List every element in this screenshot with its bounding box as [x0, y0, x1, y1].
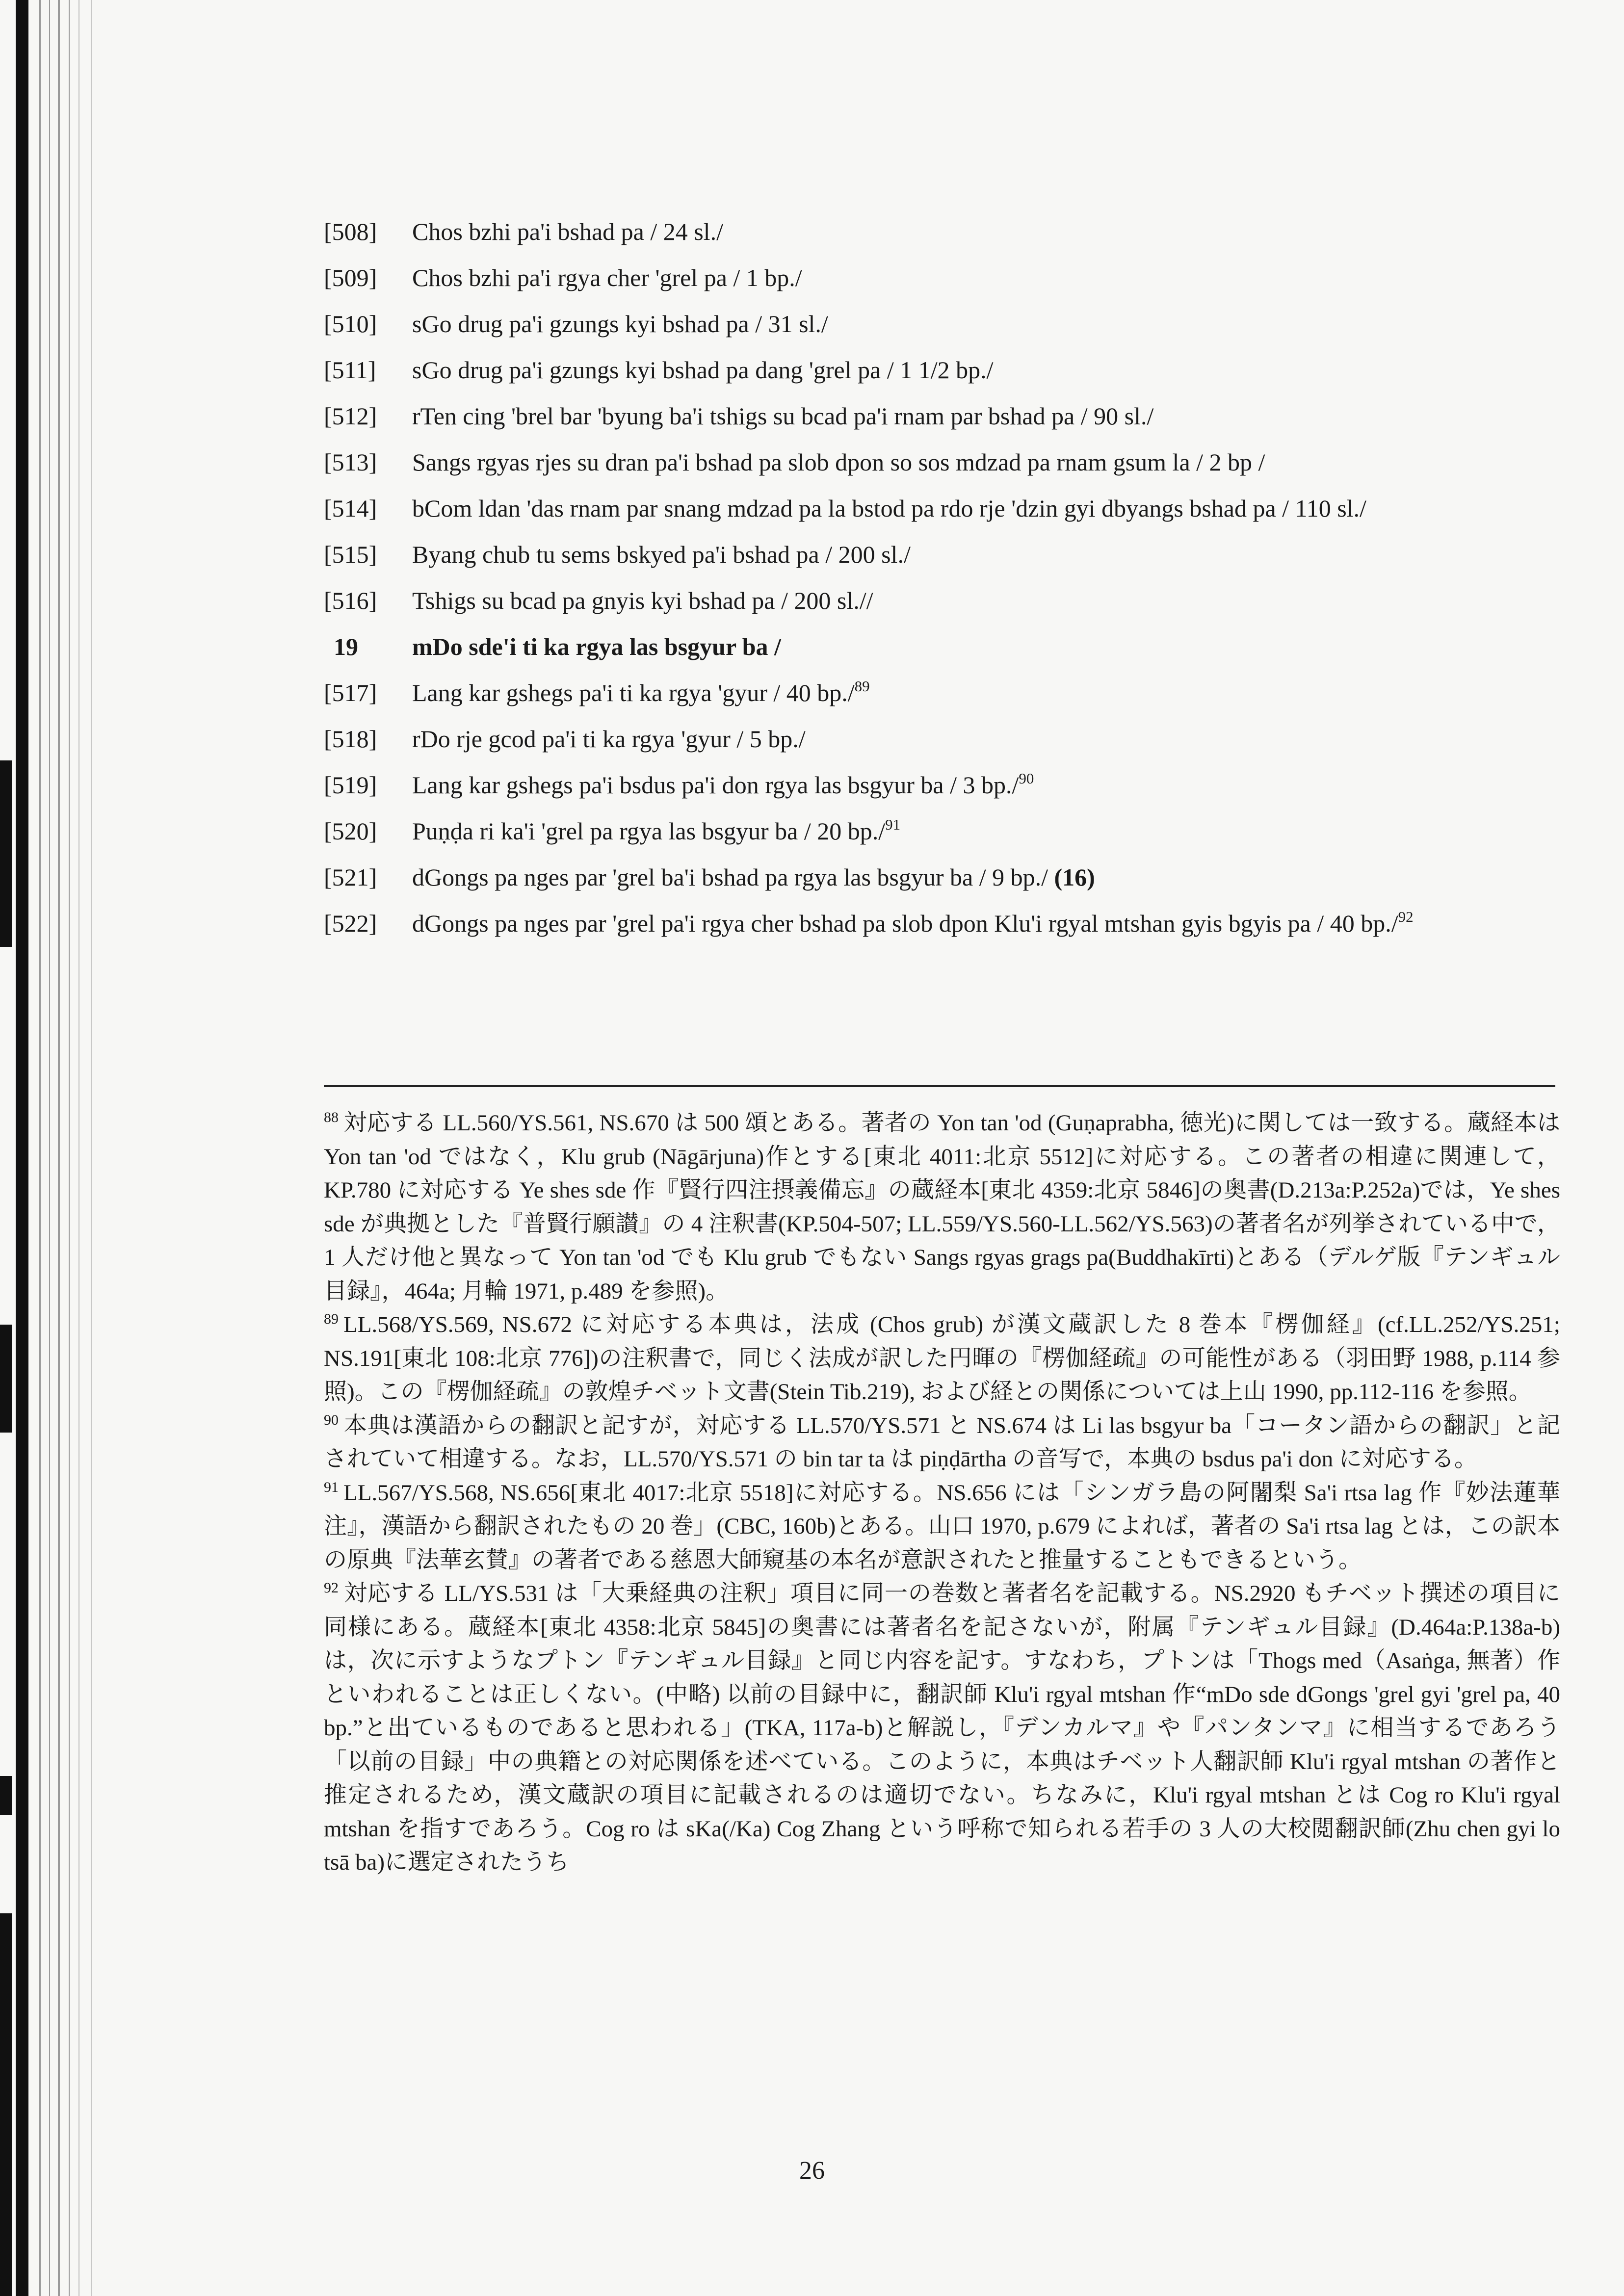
entry-509 [324, 255, 1580, 301]
entry-number: [519] [324, 771, 377, 799]
entry-number: [509] [324, 264, 377, 291]
footnote-ref: 89 [854, 678, 870, 695]
entry-515 [324, 531, 1580, 577]
scan-bar [0, 1776, 12, 1815]
footnote-ref: 92 [1398, 908, 1414, 925]
footnote-number: 92 [324, 1580, 339, 1596]
entry-number: [512] [324, 402, 377, 430]
entry-number: [508] [324, 218, 377, 245]
entry-title: dGongs pa nges par 'grel ba'i bshad pa rgya las bsgyur ba / 9 bp./ [412, 863, 1054, 891]
entry-title: bCom ldan 'das rnam par snang mdzad pa la bstod pa rdo rje 'dzin gyi dbyangs bshad pa / 110 sl./ [412, 495, 1366, 522]
entry-511 [324, 347, 1580, 393]
entry-513 [324, 439, 1580, 485]
footnote-text: 本典は漢語からの翻訳と記すが，対応する LL.570/YS.571 と NS.674 は Li las bsgyur ba「コータン語からの翻訳」と記されていて相違する。なお，LL.570/YS.571 の bin tar ta は piṇḍārtha の音写で，本典の bsdus pa'i don に対応する。 [324, 1412, 1560, 1472]
entry-516 [324, 577, 1580, 624]
entry-521 [324, 854, 1580, 900]
footnote-92 [324, 1577, 1560, 1879]
catalog-entries [324, 209, 1580, 946]
entry-number: [522] [324, 910, 377, 937]
entry-510 [324, 301, 1580, 347]
entry-number: [513] [324, 448, 377, 476]
entry-number: [520] [324, 817, 377, 845]
scan-line [49, 0, 50, 2296]
footnote-90 [324, 1409, 1560, 1476]
page-number: 26 [799, 2157, 825, 2185]
entry-number: [518] [324, 725, 377, 753]
entry-title: Tshigs su bcad pa gnyis kyi bshad pa / 200 sl.// [412, 587, 873, 614]
scan-line [91, 0, 92, 2296]
entry-title: Byang chub tu sems bskyed pa'i bshad pa / 200 sl./ [412, 541, 911, 568]
scan-line [58, 0, 60, 2296]
scan-line [69, 0, 70, 2296]
entry-title: Lang kar gshegs pa'i ti ka rgya 'gyur / 40 bp./ [412, 679, 855, 706]
entry-title: Puṇḍa ri ka'i 'grel pa rgya las bsgyur ba / 20 bp./ [412, 817, 886, 845]
entry-519 [324, 762, 1580, 808]
entry-518 [324, 716, 1580, 762]
entry-title: Lang kar gshegs pa'i bsdus pa'i don rgya las bsgyur ba / 3 bp./ [412, 771, 1019, 799]
scan-line [39, 0, 41, 2296]
entry-number: [511] [324, 356, 376, 384]
footnote-number: 91 [324, 1479, 339, 1495]
footnote-text: LL.568/YS.569, NS.672 に対応する本典は，法成 (Chos grub) が漢文蔵訳した 8 巻本『楞伽経』(cf.LL.252/YS.251; NS.191[東北 108:北京 776])の注釈書で，同じく法成が訳した円暉の『楞伽経疏』の可能性がある（羽田野 1988, p.114 参照)。この『楞伽経疏』の敦煌チベット文書(Stein Tib.219), および経との関係については上山 1990, pp.112-116 を参照。 [324, 1312, 1560, 1405]
entry-number: [514] [324, 495, 377, 522]
entry-number: [517] [324, 679, 377, 706]
entry-title: Chos bzhi pa'i rgya cher 'grel pa / 1 bp./ [412, 264, 802, 291]
footnote-ref: 91 [885, 816, 901, 833]
footnotes [324, 1106, 1560, 1879]
footnote-text: 対応する LL/YS.531 は「大乗経典の注釈」項目に同一の巻数と著者名を記載する。NS.2920 もチベット撰述の項目に同様にある。蔵経本[東北 4358:北京 5845]の奥書には著者名を記さないが，附属『テンギュル目録』(D.464a:P.138a-b)は，次に示すようなプトン『テンギュル目録』と同じ内容を記す。すなわち，プトンは「Thogs med（Asaṅga, 無著）作といわれることは正しくない。(中略) 以前の目録中に，翻訳師 Klu'i rgyal mtshan 作“mDo sde dGongs 'grel gyi 'grel pa, 40 bp.”と出ているものであると思われる」(TKA, 117a-b)と解説し，『デンカルマ』や『パンタンマ』に相当するであろう「以前の目録」中の典籍との対応関係を述べている。このように，本典はチベット人翻訳師 Klu'i rgyal mtshan の著作と推定されるため，漢文蔵訳の項目に記載されるのは適切でない。ちなみに，Klu'i rgyal mtshan とは Cog ro Klu'i rgyal mtshan を指すであろう。Cog ro は sKa(/Ka) Cog Zhang という呼称で知られる若手の 3 人の大校閲翻訳師(Zhu chen gyi lo tsā ba)に選定されたうち [324, 1581, 1560, 1875]
entry-title: Chos bzhi pa'i bshad pa / 24 sl./ [412, 218, 723, 245]
section-number: 19 [334, 633, 358, 660]
page-marker: (16) [1054, 863, 1095, 891]
footnote-91 [324, 1476, 1560, 1577]
footnote-number: 88 [324, 1109, 339, 1125]
footnote-89 [324, 1308, 1560, 1409]
entry-title: rDo rje gcod pa'i ti ka rgya 'gyur / 5 bp./ [412, 725, 806, 753]
entry-508 [324, 209, 1580, 255]
entry-517 [324, 670, 1580, 716]
entry-number: [516] [324, 587, 377, 614]
footnote-number: 90 [324, 1411, 339, 1428]
scan-bar [16, 0, 28, 2296]
scan-bar [0, 1325, 12, 1433]
entry-title: sGo drug pa'i gzungs kyi bshad pa / 31 sl./ [412, 310, 828, 338]
entry-number: [515] [324, 541, 377, 568]
footnote-text: LL.567/YS.568, NS.656[東北 4017:北京 5518]に対応する。NS.656 には「シンガラ島の阿闍梨 Sa'i rtsa lag 作『妙法蓮華注』，漢語から翻訳されたもの 20 巻」(CBC, 160b)とある。山口 1970, p.679 によれば，著者の Sa'i rtsa lag とは，この訳本の原典『法華玄賛』の著者である慈恩大師窺基の本名が意訳されたと推量することもできるという。 [324, 1480, 1560, 1573]
scan-edge-artifact [0, 0, 113, 2296]
entry-514 [324, 485, 1580, 531]
footnote-divider [324, 1085, 1555, 1087]
section-heading [324, 624, 1580, 670]
footnote-ref: 90 [1019, 770, 1034, 787]
entry-number: [510] [324, 310, 377, 338]
footnote-88 [324, 1106, 1560, 1308]
entry-512 [324, 393, 1580, 439]
entry-522 [324, 900, 1580, 946]
footnote-text: 対応する LL.560/YS.561, NS.670 は 500 頌とある。著者の Yon tan 'od (Guṇaprabha, 徳光)に関しては一致する。蔵経本は Yon tan 'od ではなく，Klu grub (Nāgārjuna)作とする[東北 4011:北京 5512]に対応する。この著者の相違に関連して，KP.780 に対応する Ye shes sde 作『賢行四注摂義備忘』の蔵経本[東北 4359:北京 5846]の奥書(D.213a:P.252a)では，Ye shes sde が典拠とした『普賢行願讃』の 4 注釈書(KP.504-507; LL.559/YS.560-LL.562/YS.563)の著者名が列挙されている中で，1 人だけ他と異なって Yon tan 'od でも Klu grub でもない Sangs rgyas grags pa(Buddhakīrti)とある（デルゲ版『テンギュル目録』，464a; 月輪 1971, p.489 を参照)。 [324, 1110, 1560, 1304]
entry-title: dGongs pa nges par 'grel pa'i rgya cher bshad pa slob dpon Klu'i rgyal mtshan gyis bgyis pa / 40 bp./ [412, 910, 1398, 937]
entry-title: rTen cing 'brel bar 'byung ba'i tshigs su bcad pa'i rnam par bshad pa / 90 sl./ [412, 402, 1154, 430]
entry-title: Sangs rgyas rjes su dran pa'i bshad pa slob dpon so sos mdzad pa rnam gsum la / 2 bp / [412, 448, 1265, 476]
entry-520 [324, 808, 1580, 854]
scan-bar [0, 760, 12, 947]
entry-number: [521] [324, 863, 377, 891]
entry-title: sGo drug pa'i gzungs kyi bshad pa dang 'grel pa / 1 1/2 bp./ [412, 356, 994, 384]
footnote-number: 89 [324, 1311, 339, 1327]
section-title: mDo sde'i ti ka rgya las bsgyur ba / [412, 633, 781, 660]
scan-bar [0, 1913, 12, 2296]
